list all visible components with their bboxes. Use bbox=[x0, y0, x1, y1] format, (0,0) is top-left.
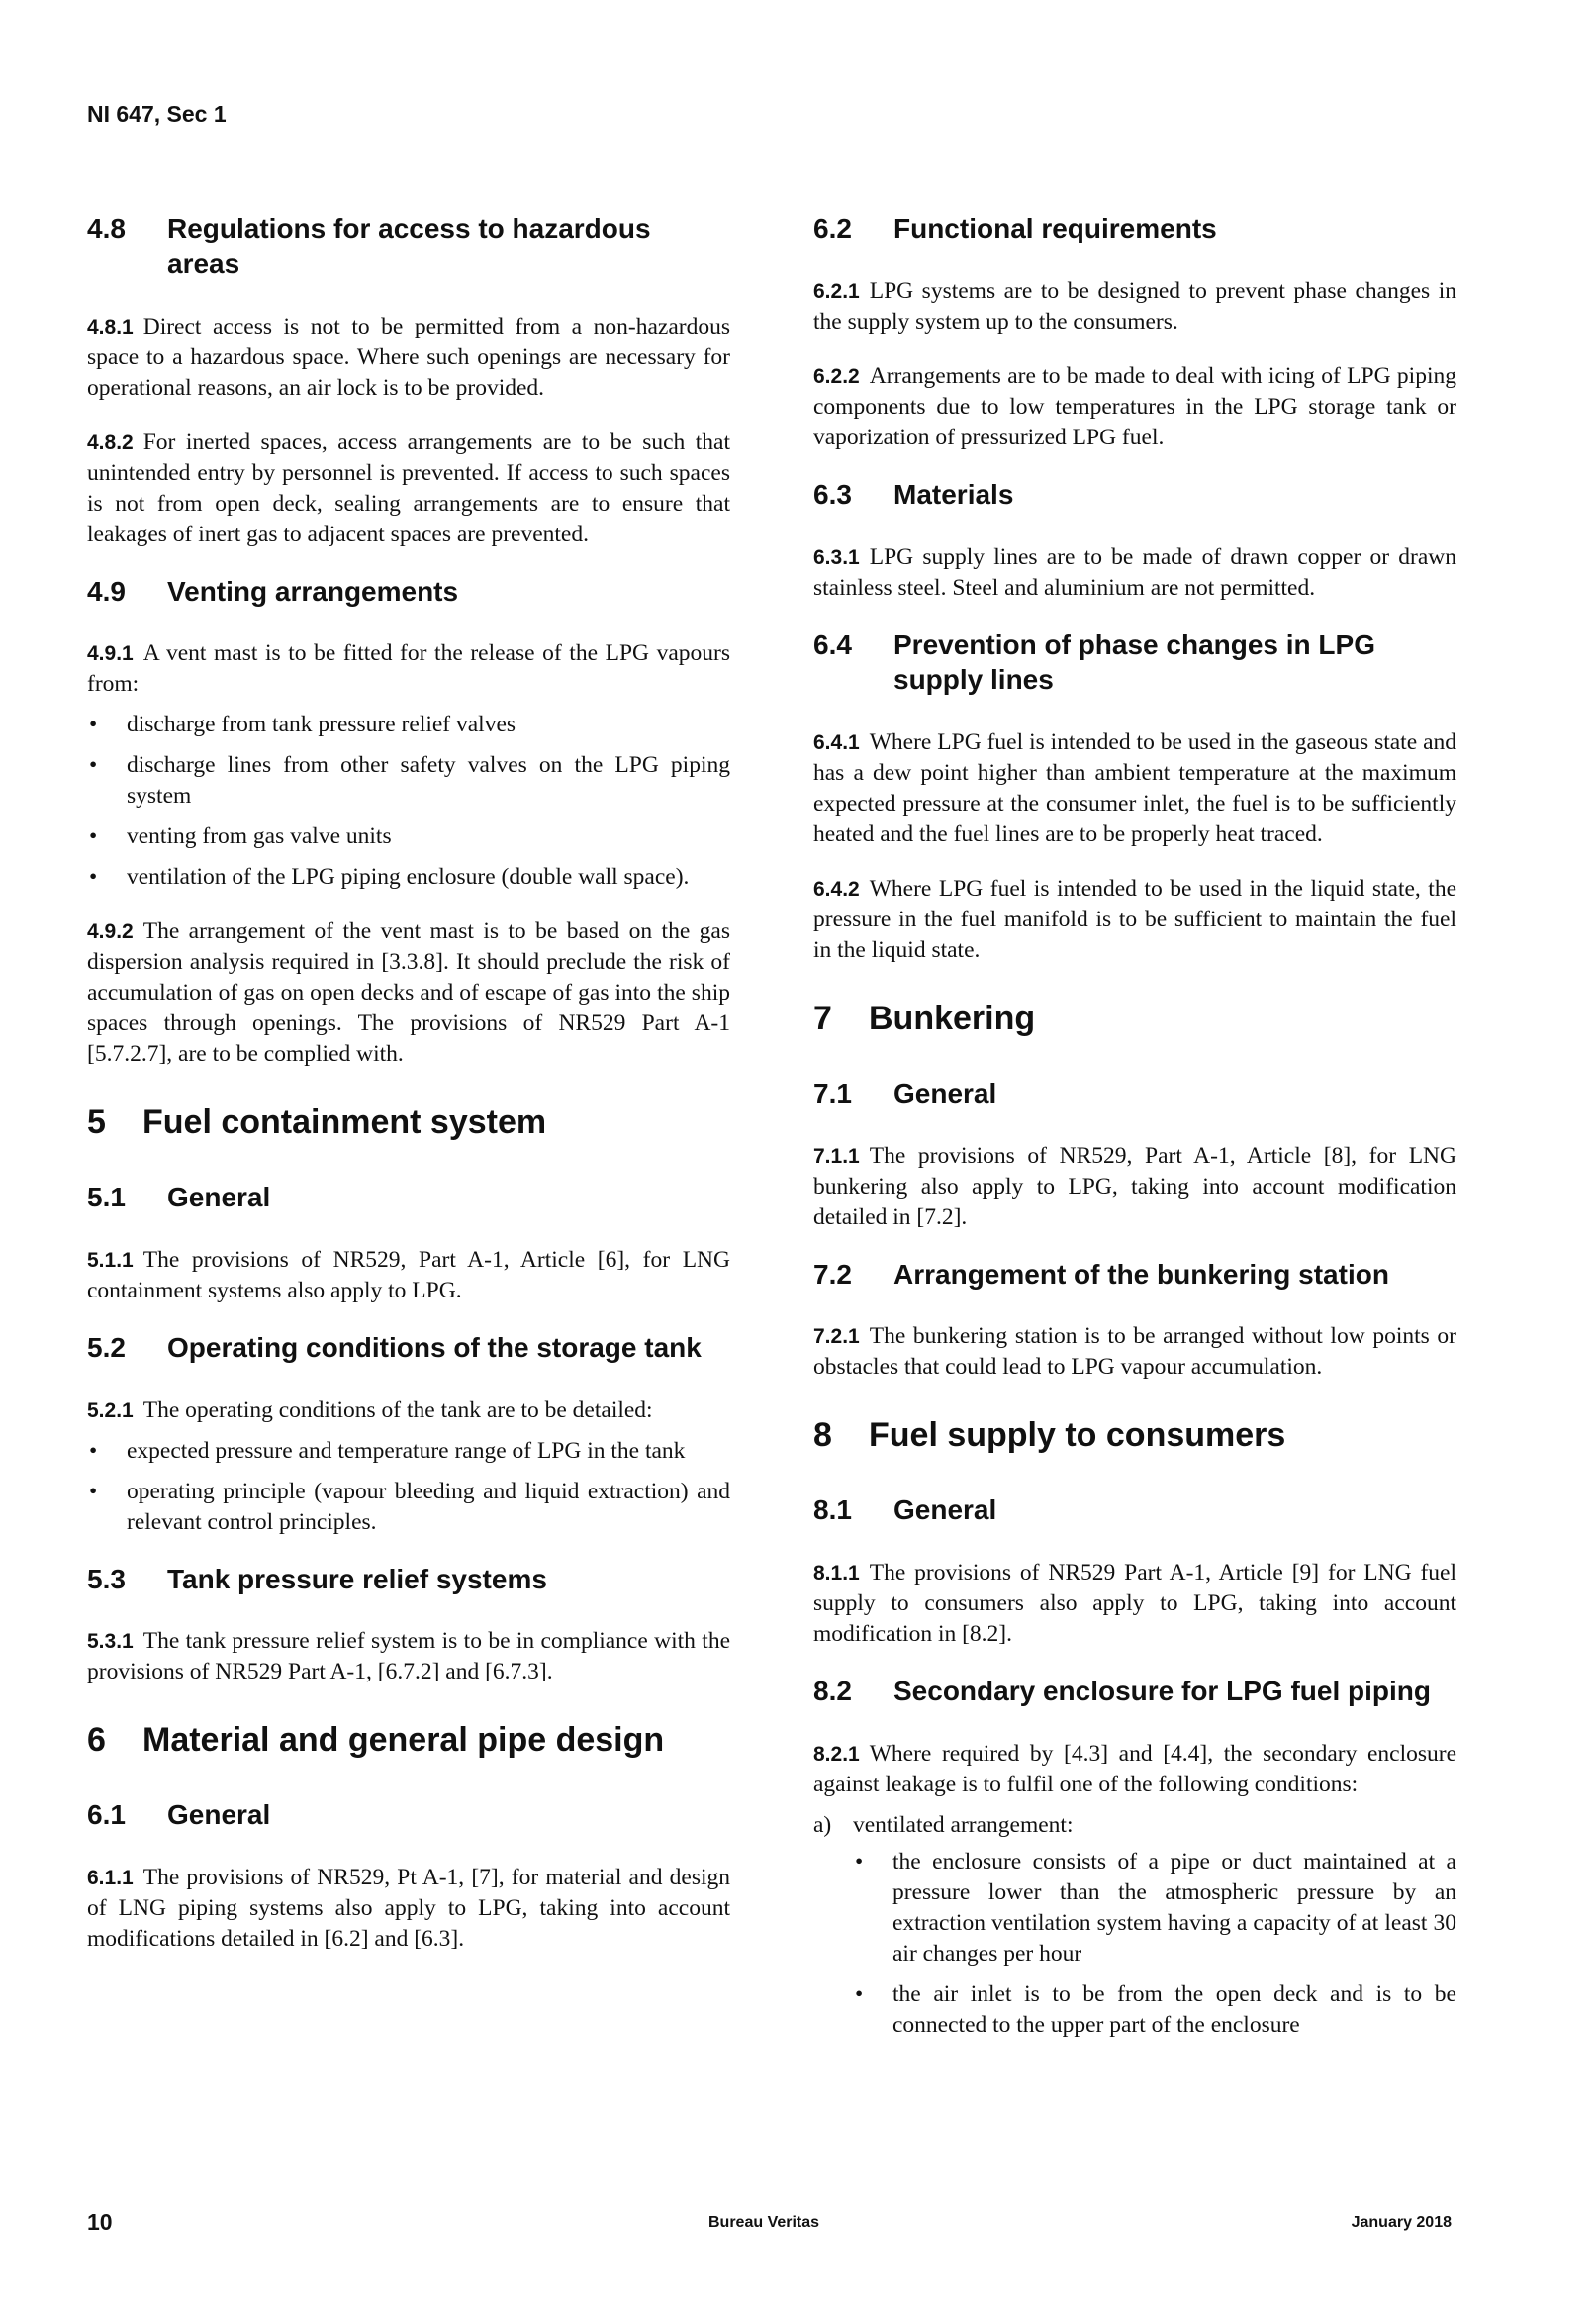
chapter-number: 7 bbox=[813, 1000, 832, 1038]
bullet-list bbox=[87, 1436, 730, 1538]
chapter-title: Fuel containment system bbox=[142, 1104, 547, 1142]
paragraph-text: The provisions of NR529, Part A-1, Article [6], for LNG containment systems also apply to LPG. bbox=[87, 1246, 730, 1303]
paragraph bbox=[87, 916, 730, 1070]
right-column bbox=[813, 211, 1456, 2051]
paragraph bbox=[87, 1626, 730, 1687]
chapter-heading bbox=[813, 1414, 1456, 1457]
section-heading bbox=[87, 1562, 730, 1597]
paragraph bbox=[87, 312, 730, 404]
paragraph-number: 6.4.2 bbox=[813, 878, 860, 902]
chapter-heading bbox=[813, 998, 1456, 1040]
section-heading bbox=[813, 1492, 1456, 1528]
paragraph-text: Where LPG fuel is intended to be used in the gaseous state and has a dew point higher than ambient temperature at the maximum expected pressure at the consumer inlet, the fuel is to be sufficiently heated and the fuel lines are to be properly heat traced. bbox=[813, 729, 1456, 848]
chapter-number: 5 bbox=[87, 1104, 106, 1142]
paragraph bbox=[813, 542, 1456, 604]
paragraph-text: The provisions of NR529, Pt A-1, [7], for material and design of LNG piping systems also apply to LPG, taking into account modifications detailed in [6.2] and [6.3]. bbox=[87, 1864, 730, 1952]
section-title: Tank pressure relief systems bbox=[167, 1563, 547, 1594]
list-item: • discharge from tank pressure relief valves bbox=[87, 710, 730, 740]
section-title: General bbox=[893, 1077, 997, 1108]
chapter-number: 6 bbox=[87, 1721, 106, 1760]
section-heading bbox=[87, 211, 730, 282]
section-title: Venting arrangements bbox=[167, 575, 459, 607]
section-heading bbox=[87, 1797, 730, 1833]
chapter-title: Material and general pipe design bbox=[142, 1721, 665, 1760]
paragraph-text: Where LPG fuel is intended to be used in the liquid state, the pressure in the fuel manifold is to be sufficient to maintain the fuel in the liquid state. bbox=[813, 876, 1456, 964]
paragraph-text: The provisions of NR529, Part A-1, Article [8], for LNG bunkering also apply to LPG, taking into account modification detailed in [7.2]. bbox=[813, 1142, 1456, 1230]
publisher-name: Bureau Veritas bbox=[708, 2214, 820, 2231]
paragraph bbox=[813, 727, 1456, 850]
chapter-heading bbox=[87, 1719, 730, 1762]
paragraph bbox=[87, 638, 730, 700]
section-heading bbox=[87, 1180, 730, 1215]
paragraph bbox=[813, 276, 1456, 337]
list-item: • operating principle (vapour bleeding and liquid extraction) and relevant control principles. bbox=[87, 1477, 730, 1538]
list-item: • ventilation of the LPG piping enclosure (double wall space). bbox=[87, 862, 730, 893]
section-number: 5.1 bbox=[87, 1181, 126, 1212]
section-title: General bbox=[167, 1181, 271, 1212]
bullet-list bbox=[853, 1847, 1456, 2041]
section-number: 6.1 bbox=[87, 1798, 126, 1830]
chapter-number: 8 bbox=[813, 1416, 832, 1455]
paragraph bbox=[87, 428, 730, 550]
paragraph bbox=[87, 1245, 730, 1306]
chapter-title: Fuel supply to consumers bbox=[869, 1416, 1286, 1455]
paragraph-number: 6.2.1 bbox=[813, 279, 860, 303]
item-text: ventilated arrangement: bbox=[853, 1811, 1074, 1838]
paragraph-number: 8.2.1 bbox=[813, 1742, 860, 1766]
section-number: 5.3 bbox=[87, 1563, 126, 1594]
section-heading bbox=[813, 1674, 1456, 1709]
section-title: Functional requirements bbox=[893, 213, 1217, 243]
paragraph-text: Arrangements are to be made to deal with icing of LPG piping components due to low temperatures in the LPG storage tank or vaporization of pressurized LPG fuel. bbox=[813, 362, 1456, 450]
list-item: • the enclosure consists of a pipe or duct maintained at a pressure lower than the atmospheric pressure by an extraction ventilation system having a capacity of at least 30 air changes per hour bbox=[853, 1847, 1456, 1970]
paragraph-text: LPG supply lines are to be made of drawn copper or drawn stainless steel. Steel and aluminium are not permitted. bbox=[813, 543, 1456, 601]
list-item: • venting from gas valve units bbox=[87, 821, 730, 852]
section-heading bbox=[813, 211, 1456, 246]
paragraph-number: 4.8.2 bbox=[87, 431, 134, 454]
list-item: • the air inlet is to be from the open deck and is to be connected to the upper part of the enclosure bbox=[853, 1979, 1456, 2041]
section-title: Secondary enclosure for LPG fuel piping bbox=[893, 1675, 1431, 1706]
lettered-item bbox=[813, 1810, 1456, 1841]
paragraph bbox=[813, 1739, 1456, 1800]
paragraph-text: The operating conditions of the tank are to be detailed: bbox=[142, 1396, 653, 1423]
section-number: 4.9 bbox=[87, 575, 126, 607]
section-number: 8.2 bbox=[813, 1675, 852, 1706]
chapter-heading bbox=[87, 1102, 730, 1144]
paragraph-number: 6.4.1 bbox=[813, 731, 860, 755]
bullet-list bbox=[87, 710, 730, 893]
paragraph-number: 8.1.1 bbox=[813, 1561, 860, 1585]
section-heading bbox=[813, 1076, 1456, 1111]
item-letter: a) bbox=[813, 1811, 832, 1838]
paragraph-number: 6.2.2 bbox=[813, 364, 860, 388]
paragraph-text: Direct access is not to be permitted from a non-hazardous space to a hazardous space. Where such openings are necessary for operational reasons, an air lock is to be provided. bbox=[87, 313, 730, 401]
paragraph bbox=[813, 361, 1456, 453]
paragraph-number: 5.3.1 bbox=[87, 1630, 134, 1654]
section-title: General bbox=[893, 1493, 997, 1525]
list-item: • discharge lines from other safety valves on the LPG piping system bbox=[87, 750, 730, 812]
paragraph-number: 5.1.1 bbox=[87, 1248, 134, 1272]
section-number: 4.8 bbox=[87, 213, 126, 243]
paragraph-text: The arrangement of the vent mast is to be based on the gas dispersion analysis required in [3.3.8]. It should preclude the risk of accumulation of gas on open decks and of escape of gas into the ship spaces through openings. The provisions of NR529 Part A-1 [5.7.2.7], are to be complied with. bbox=[87, 918, 730, 1068]
paragraph-text: The bunkering station is to be arranged without low points or obstacles that could lead to LPG vapour accumulation. bbox=[813, 1323, 1456, 1381]
section-title: Operating conditions of the storage tank bbox=[167, 1331, 702, 1363]
paragraph-number: 4.9.2 bbox=[87, 920, 134, 944]
paragraph-text: LPG systems are to be designed to prevent phase changes in the supply system up to the consumers. bbox=[813, 277, 1456, 335]
paragraph-number: 6.3.1 bbox=[813, 545, 860, 569]
section-title: Regulations for access to hazardous areas bbox=[167, 213, 651, 279]
list-item: • expected pressure and temperature range of LPG in the tank bbox=[87, 1436, 730, 1467]
paragraph-text: The tank pressure relief system is to be in compliance with the provisions of NR529 Part A-1, [6.7.2] and [6.7.3]. bbox=[87, 1628, 730, 1685]
paragraph-number: 4.8.1 bbox=[87, 315, 134, 338]
paragraph-number: 7.1.1 bbox=[813, 1144, 860, 1168]
section-number: 6.2 bbox=[813, 213, 852, 243]
paragraph-number: 4.9.1 bbox=[87, 642, 134, 666]
section-title: Materials bbox=[893, 478, 1014, 510]
chapter-title: Bunkering bbox=[869, 1000, 1036, 1038]
publication-date: January 2018 bbox=[1351, 2214, 1452, 2231]
left-column bbox=[87, 211, 730, 1978]
section-heading bbox=[87, 574, 730, 610]
paragraph-number: 6.1.1 bbox=[87, 1866, 134, 1889]
paragraph bbox=[813, 1558, 1456, 1650]
paragraph-number: 5.2.1 bbox=[87, 1398, 134, 1422]
section-title: General bbox=[167, 1798, 271, 1830]
section-number: 6.4 bbox=[813, 628, 852, 660]
paragraph bbox=[87, 1395, 730, 1426]
paragraph-number: 7.2.1 bbox=[813, 1325, 860, 1349]
section-number: 7.2 bbox=[813, 1258, 852, 1290]
section-number: 6.3 bbox=[813, 478, 852, 510]
paragraph bbox=[87, 1863, 730, 1955]
section-number: 8.1 bbox=[813, 1493, 852, 1525]
section-title: Prevention of phase changes in LPG supply lines bbox=[893, 628, 1375, 696]
section-number: 7.1 bbox=[813, 1077, 852, 1108]
paragraph-text: A vent mast is to be fitted for the release of the LPG vapours from: bbox=[87, 640, 730, 698]
paragraph bbox=[813, 874, 1456, 966]
section-heading bbox=[813, 477, 1456, 513]
section-heading bbox=[813, 627, 1456, 699]
paragraph-text: For inerted spaces, access arrangements are to be such that unintended entry by personnel is prevented. If access to such spaces is not from open deck, sealing arrangements are to ensure that leakages of inert gas to adjacent spaces are prevented. bbox=[87, 429, 730, 547]
section-heading bbox=[87, 1330, 730, 1366]
paragraph-text: The provisions of NR529 Part A-1, Article [9] for LNG fuel supply to consumers also apply to LPG, taking into account modification in [8.2]. bbox=[813, 1559, 1456, 1647]
section-number: 5.2 bbox=[87, 1331, 126, 1363]
document-reference: NI 647, Sec 1 bbox=[87, 101, 227, 127]
section-heading bbox=[813, 1257, 1456, 1293]
paragraph bbox=[813, 1321, 1456, 1383]
page-number: 10 bbox=[87, 2209, 113, 2235]
paragraph-text: Where required by [4.3] and [4.4], the secondary enclosure against leakage is to fulfil one of the following conditions: bbox=[813, 1740, 1456, 1797]
section-title: Arrangement of the bunkering station bbox=[893, 1258, 1389, 1290]
paragraph bbox=[813, 1141, 1456, 1233]
